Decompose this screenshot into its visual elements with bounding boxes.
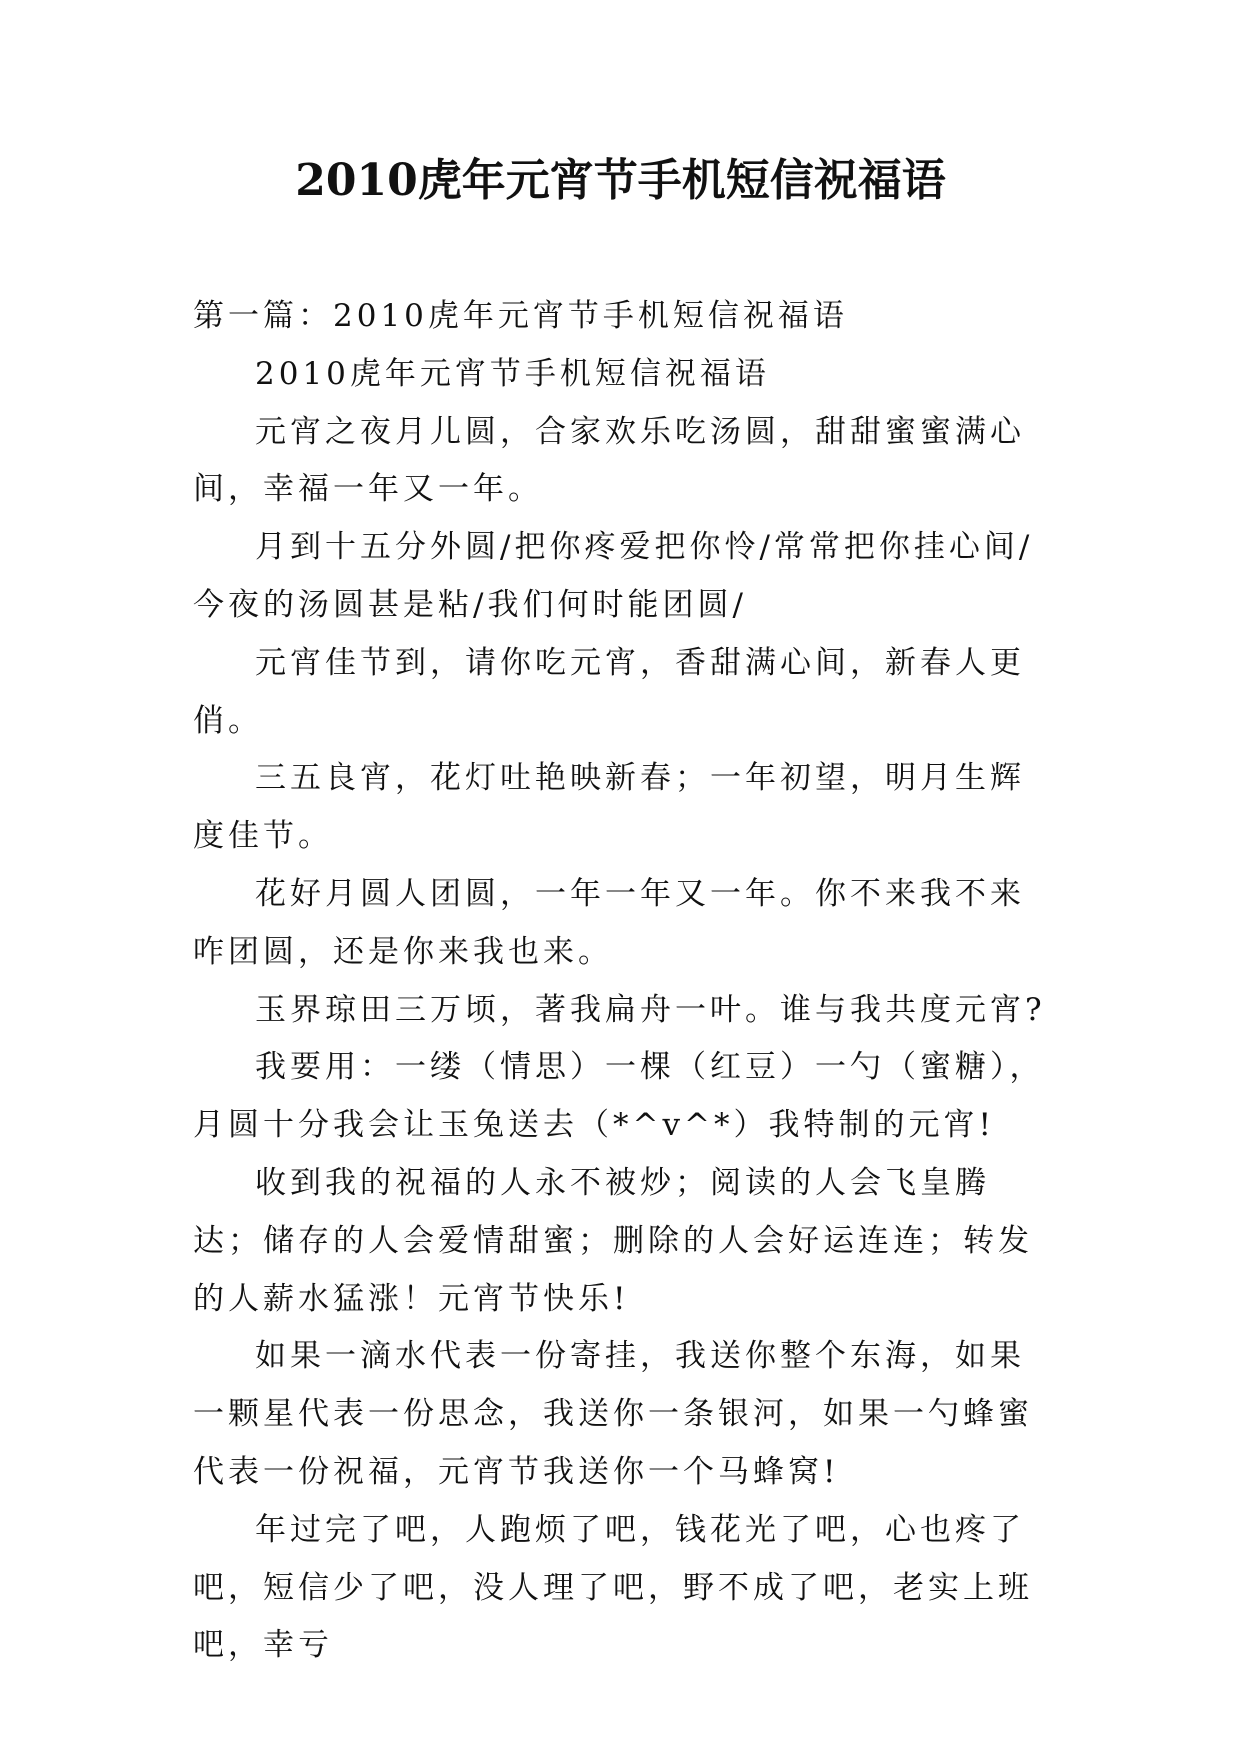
- paragraph: 玉界琼田三万顷，著我扁舟一叶。谁与我共度元宵?: [255, 991, 1046, 1028]
- paragraph: 三五良宵，花灯吐艳映新春；一年初望，明月生辉度佳节。: [193, 760, 1025, 855]
- chapter-heading: 第一篇：2010虎年元宵节手机短信祝福语: [193, 298, 848, 334]
- paragraph: 元宵之夜月儿圆，合家欢乐吃汤圆，甜甜蜜蜜满心间，幸福一年又一年。: [193, 413, 1025, 508]
- document-body: [193, 288, 1058, 1675]
- paragraph: 我要用：一缕（情思）一棵（红豆）一勺（蜜糖），月圆十分我会让玉兔送去（*^v^*）我特制的元宵!: [193, 1049, 1045, 1144]
- paragraph: 如果一滴水代表一份寄挂，我送你整个东海，如果一颗星代表一份思念，我送你一条银河，如果一勺蜂蜜代表一份祝福，元宵节我送你一个马蜂窝!: [193, 1338, 1033, 1490]
- paragraph: 月到十五分外圆/把你疼爱把你怜/常常把你挂心间/今夜的汤圆甚是粘/我们何时能团圆/: [193, 529, 1034, 623]
- section-subheading: 2010虎年元宵节手机短信祝福语: [255, 355, 770, 392]
- paragraph: 年过完了吧，人跑烦了吧，钱花光了吧，心也疼了吧，短信少了吧，没人理了吧，野不成了吧，老实上班吧，幸亏: [193, 1511, 1033, 1664]
- document-title: 2010虎年元宵节手机短信祝福语: [295, 155, 946, 206]
- paragraph: 元宵佳节到，请你吃元宵，香甜满心间，新春人更俏。: [193, 644, 1025, 739]
- paragraph: 收到我的祝福的人永不被炒；阅读的人会飞皇腾达；储存的人会爱情甜蜜；删除的人会好运连连；转发的人薪水猛涨！元宵节快乐!: [193, 1164, 1033, 1317]
- paragraph: 花好月圆人团圆，一年一年又一年。你不来我不来咋团圆，还是你来我也来。: [193, 875, 1025, 970]
